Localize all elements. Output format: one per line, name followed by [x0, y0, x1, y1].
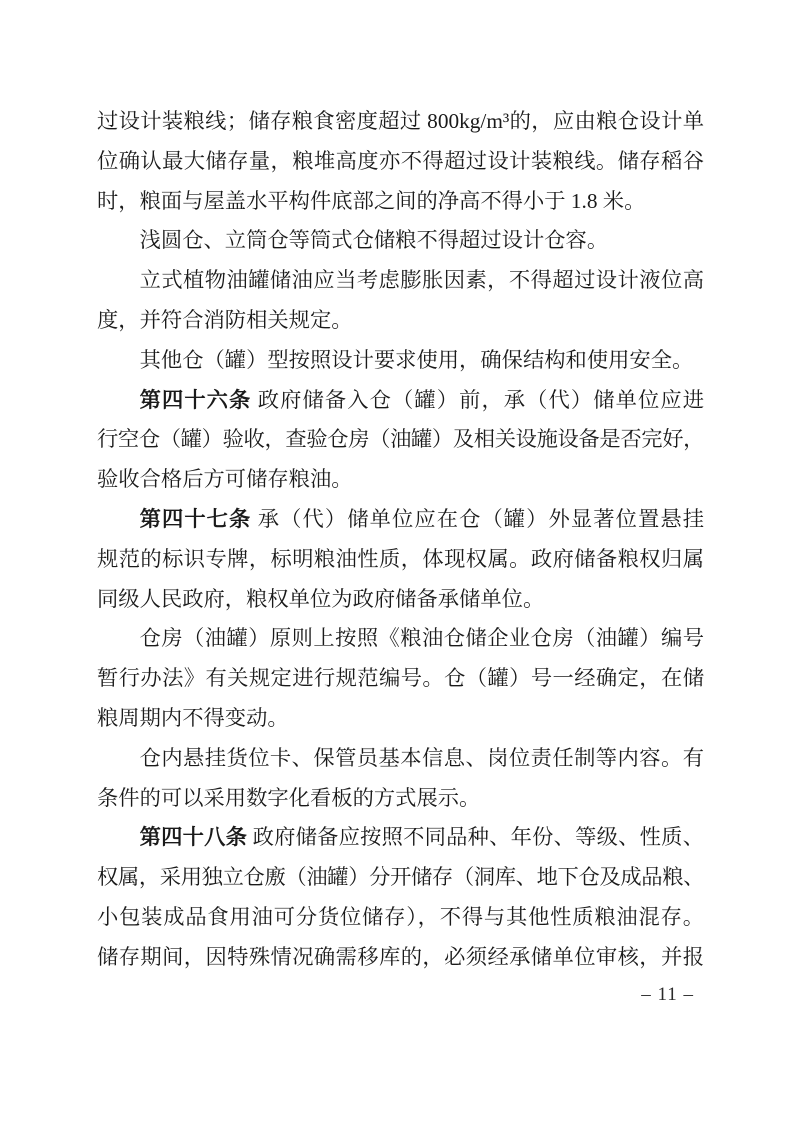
line-text: 政府储备应按照不同品种、年份、等级、性质、: [247, 825, 704, 850]
text-line: [97, 500, 704, 540]
text-line: [97, 341, 704, 381]
line-text: 承（代）储单位应在仓（罐）外显著位置悬挂: [251, 506, 704, 531]
line-text: 暂行办法》有关规定进行规范编号。仓（罐）号一经确定，在储: [97, 666, 704, 691]
line-text: 规范的标识专牌，标明粮油性质，体现权属。政府储备粮权归属: [97, 546, 704, 571]
text-line: [97, 142, 704, 182]
text-line: [97, 221, 704, 261]
text-line: [97, 102, 704, 142]
text-line: [97, 898, 704, 938]
page-body: [97, 102, 704, 978]
text-line: [97, 182, 704, 222]
line-text: 同级人民政府，粮权单位为政府储备承储单位。: [97, 586, 545, 611]
text-line: [97, 619, 704, 659]
line-text: 验收合格后方可储存粮油。: [97, 467, 353, 492]
text-line: [97, 301, 704, 341]
text-line: [97, 381, 704, 421]
article-number: 第四十七条: [139, 506, 252, 531]
text-line: [97, 858, 704, 898]
line-text: 政府储备入仓（罐）前，承（代）储单位应进: [251, 387, 704, 412]
line-text: 小包装成品食用油可分货位储存），不得与其他性质粮油混存。: [97, 904, 704, 929]
text-line: [97, 659, 704, 699]
line-text: 粮周期内不得变动。: [97, 705, 289, 730]
text-line: [97, 261, 704, 301]
line-text: 浅圆仓、立筒仓等筒式仓储粮不得超过设计仓容。: [139, 228, 609, 253]
line-text: 过设计装粮线；储存粮食密度超过 800kg/m³的，应由粮仓设计单: [97, 109, 704, 133]
page-number: – 11 –: [641, 984, 694, 1005]
line-text: 度，并符合消防相关规定。: [97, 307, 353, 332]
line-text: 位确认最大储存量，粮堆高度亦不得超过设计装粮线。储存稻谷: [97, 148, 704, 173]
line-text: 仓房（油罐）原则上按照《粮油仓储企业仓房（油罐）编号: [139, 626, 704, 651]
line-text: 立式植物油罐储油应当考虑膨胀因素，不得超过设计液位高: [139, 268, 704, 293]
article-number: 第四十六条: [139, 387, 252, 412]
text-line: [97, 938, 704, 978]
line-text: 时，粮面与屋盖水平构件底部之间的净高不得小于 1.8 米。: [97, 188, 646, 213]
text-line: [97, 779, 704, 819]
text-line: [97, 420, 704, 460]
text-line: [97, 818, 704, 858]
text-line: [97, 460, 704, 500]
text-line: [97, 699, 704, 739]
line-text: 储存期间，因特殊情况确需移库的，必须经承储单位审核，并报: [97, 944, 704, 969]
line-text: 仓内悬挂货位卡、保管员基本信息、岗位责任制等内容。有: [139, 745, 704, 770]
line-text: 行空仓（罐）验收，查验仓房（油罐）及相关设施设备是否完好，: [97, 427, 704, 452]
line-text: 条件的可以采用数字化看板的方式展示。: [97, 785, 481, 810]
text-line: [97, 580, 704, 620]
line-text: 权属，采用独立仓廒（油罐）分开储存（洞库、地下仓及成品粮、: [97, 865, 704, 890]
article-number: 第四十八条: [139, 825, 248, 850]
line-text: 其他仓（罐）型按照设计要求使用，确保结构和使用安全。: [139, 347, 694, 372]
text-line: [97, 739, 704, 779]
text-line: [97, 540, 704, 580]
